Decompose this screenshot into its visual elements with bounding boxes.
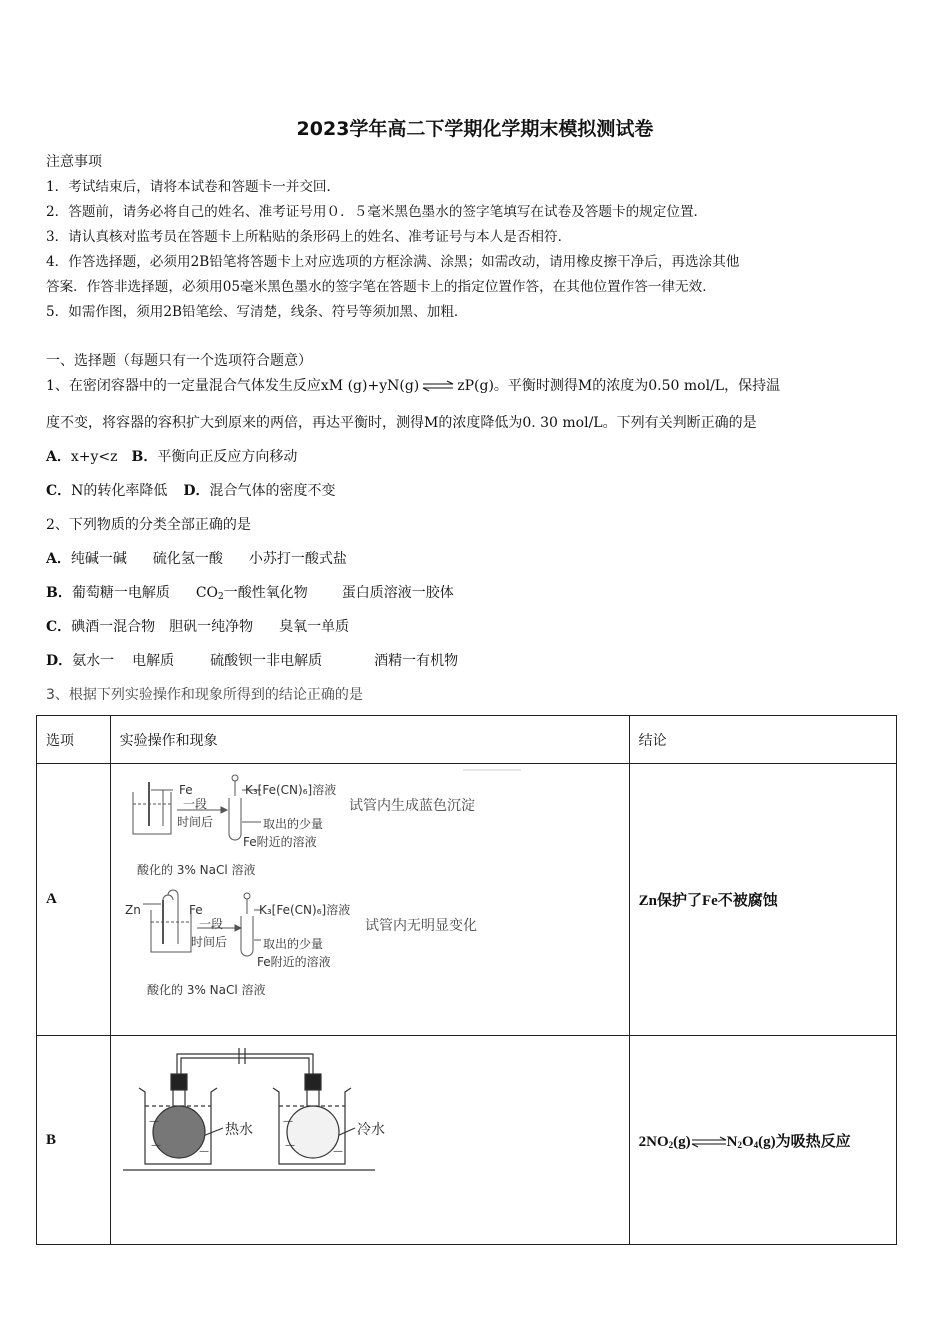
q3-header-procedure: 实验操作和现象: [110, 716, 629, 764]
fig1-step1: 一段: [182, 797, 207, 811]
q2-c-item-1: 碘酒一混合物: [71, 619, 156, 635]
fig1-reagent: K₃[Fe(CN)₆]溶液: [244, 783, 336, 797]
notice-heading: 注意事项: [46, 154, 102, 170]
fig2-result: 试管内无明显变化: [364, 918, 477, 934]
q2-c-item-3: 臭氧一单质: [279, 619, 350, 635]
fig1-result: 试管内生成蓝色沉淀: [348, 798, 475, 814]
q1-option-c-label: C．: [46, 483, 72, 499]
fig2-take2: Fe附近的溶液: [256, 955, 331, 969]
svg-text:—: —: [332, 1146, 343, 1157]
q2-option-b-label: B．: [46, 585, 72, 601]
q2-b-item-1: 葡萄糖一电解质: [71, 585, 170, 601]
q2-option-a-label: A．: [46, 551, 71, 567]
q2-a-item-1: 纯碱一碱: [70, 551, 127, 567]
q2-b-item-3: 蛋白质溶液一胶体: [341, 585, 454, 601]
q2-option-b: [46, 584, 454, 606]
svg-text:—: —: [282, 1116, 293, 1127]
equilibrium-arrow-icon: [691, 1136, 727, 1148]
fig2-solution: 酸化的 3% NaCl 溶液: [146, 983, 266, 997]
notice-item-3: 3．请认真核对监考员在答题卡上所粘贴的条形码上的姓名、准考证号与本人是否相符．: [46, 229, 572, 245]
fig1-step2: 时间后: [176, 815, 213, 829]
svg-text:—: —: [150, 1140, 161, 1151]
q3-row-a-conclusion: Zn保护了Fe不被腐蚀: [629, 764, 896, 1036]
q1-option-a: x+y<z: [70, 449, 118, 465]
q3-row-a-figure-cell: [110, 764, 629, 1036]
q3-row-a: [37, 764, 897, 1036]
q3-row-b-option: B: [37, 1036, 111, 1245]
q2-option-c-label: C．: [46, 619, 72, 635]
q2-c-item-2: 胆矾一纯净物: [169, 619, 254, 635]
q3-row-a-figures: [111, 764, 629, 1035]
notice-item-5: 5．如需作图，须用2B铅笔绘、写清楚，线条、符号等须加黑、加粗．: [46, 304, 468, 320]
notice-item-4: 4．作答选择题，必须用2B铅笔将答题卡上对应选项的方框涂满、涂黑；如需改动，请用橡皮擦干净后，再选涂其他: [46, 254, 740, 270]
notice-item-1: 1．考试结束后，请将本试卷和答题卡一并交回．: [46, 179, 341, 195]
q3-row-b: [37, 1036, 897, 1245]
q2-a-item-2: 硫化氢一酸: [152, 551, 223, 567]
q3-row-a-option: A: [37, 764, 111, 1036]
q1-option-b: 平衡向正反应方向移动: [157, 449, 298, 465]
fig2-step1: 一段: [198, 917, 223, 931]
q2-d-item-3: 硫酸钡一非电解质: [210, 653, 323, 669]
fig1-take2: Fe附近的溶液: [242, 835, 317, 849]
fig2-zn-label: Zn: [124, 903, 141, 917]
no2-equilibrium-diagram: [111, 1036, 629, 1244]
q2-option-a: [46, 550, 347, 568]
notice-item-2: 2．答题前，请务必将自己的姓名、准考证号用０．５毫米黑色墨水的签字笔填写在试卷及答题卡的规定位置．: [46, 204, 708, 220]
q2-d-item-4: 酒精一有机物: [374, 653, 459, 669]
fig2-step2: 时间后: [190, 935, 227, 949]
q3-header-conclusion: 结论: [629, 716, 896, 764]
q1-option-b-label: B．: [131, 449, 158, 465]
q2-d-item-2: 电解质: [132, 653, 175, 669]
q1-options-ab: [46, 448, 297, 466]
q1-option-d-label: D．: [183, 483, 210, 499]
q2-option-c: [46, 618, 349, 636]
q1-option-c: N的转化率降低: [71, 483, 168, 499]
q2-a-item-3: 小苏打一酸式盐: [248, 551, 347, 567]
svg-text:—: —: [148, 1116, 159, 1127]
svg-text:—: —: [198, 1146, 209, 1157]
q3-table: [36, 715, 897, 1245]
fig1-take1: 取出的少量: [262, 817, 323, 831]
fig2-take1: 取出的少量: [262, 937, 323, 951]
q3-header-option: 选项: [37, 716, 111, 764]
q2-stem: 2、下列物质的分类全部正确的是: [46, 517, 251, 533]
q3-header-row: [37, 716, 897, 764]
q3-row-b-figure-cell: [110, 1036, 629, 1245]
q1-options-cd: [46, 482, 336, 500]
fig2-reagent: K₃[Fe(CN)₆]溶液: [258, 903, 350, 917]
q1-option-a-label: A．: [46, 449, 71, 465]
q1-stem-part1: 1、在密闭容器中的一定量混合气体发生反应xM (g)+yN(g): [46, 378, 420, 394]
notice-item-4-cont: 答案．作答非选择题，必须用05毫米黑色墨水的签字笔在答题卡上的指定位置作答，在其他位置作答一律无效．: [46, 279, 716, 295]
fig2-fe-label: Fe: [188, 903, 203, 917]
q1-option-d: 混合气体的密度不变: [209, 483, 336, 499]
svg-text:—: —: [284, 1140, 295, 1151]
q2-option-d: [46, 652, 458, 670]
hot-water-label: 热水: [224, 1122, 253, 1138]
equilibrium-arrow-icon: [421, 380, 455, 392]
q1-stem-line1: [46, 377, 780, 395]
q1-stem-line2: 度不变，将容器的容积扩大到原来的两倍，再达平衡时，测得M的浓度降低为0. 30 mol/L。下列有关判断正确的是: [46, 415, 757, 431]
fig1-solution: 酸化的 3% NaCl 溶液: [136, 863, 256, 877]
cold-water-label: 冷水: [356, 1122, 385, 1138]
q3-row-b-conclusion: $2NO_2(g)$ $N_2O_4(g)$为吸热反应: [629, 1036, 896, 1245]
q2-option-d-label: D．: [46, 653, 73, 669]
page-title: 2023学年高二下学期化学期末模拟测试卷: [296, 118, 654, 140]
q2-d-item-1: 氨水一: [72, 653, 115, 669]
q2-b-item-2: $CO_2$一酸性氧化物: [195, 585, 308, 602]
q1-stem-part2: zP(g)。平衡时测得M的浓度为0.50 mol/L，保持温: [457, 378, 781, 394]
q3-stem: 3、根据下列实验操作和现象所得到的结论正确的是: [46, 687, 363, 703]
fig1-fe-label: Fe: [178, 783, 193, 797]
section-heading: 一、选择题（每题只有一个选项符合题意）: [46, 353, 312, 369]
